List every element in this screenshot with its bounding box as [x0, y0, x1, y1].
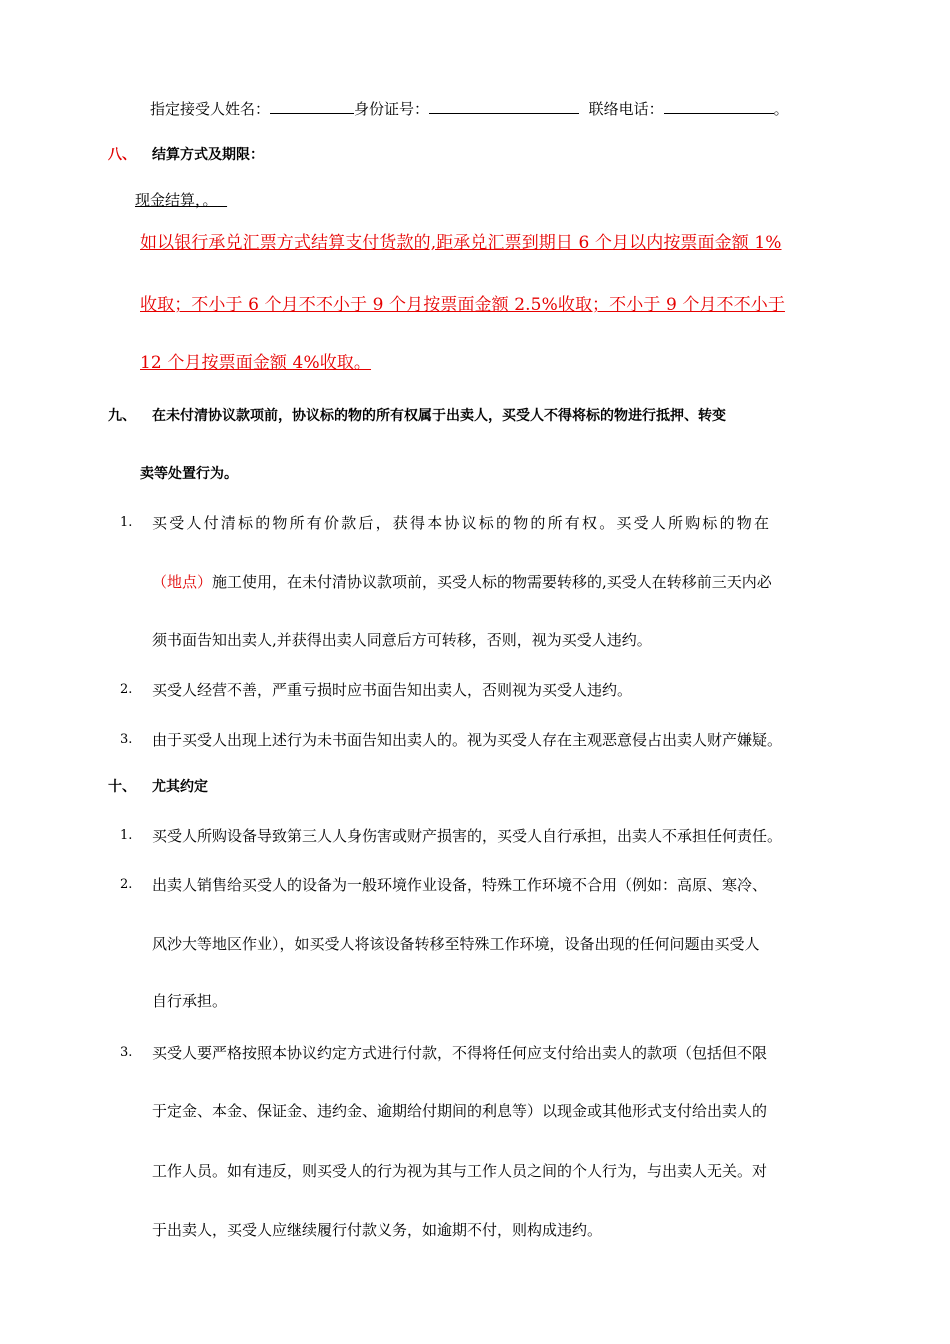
section9-number: 九、 [108, 408, 136, 424]
section9-item1-line1: 买受人付清标的物所有价款后，获得本协议标的物的所有权。买受人所购标的物在 [152, 514, 772, 532]
receiver-id-label: 身份证号： [354, 100, 430, 118]
receiver-name-blank [270, 99, 354, 114]
receiver-id-blank [429, 99, 579, 114]
section10-item3-line4: 于出卖人，买受人应继续履行付款义务，如逾期不付，则构成违约。 [152, 1221, 603, 1239]
section10-item3-line1: 买受人要严格按照本协议约定方式进行付款，不得将任何应支付给出卖人的款项（包括但不限 [152, 1044, 768, 1062]
section9-item2-number: 2. [120, 682, 133, 697]
section9-line-2: 卖等处置行为。 [140, 466, 238, 482]
section10-item3-number: 3. [120, 1045, 133, 1060]
section8-number: 八、 [108, 147, 136, 163]
section9-item3-number: 3. [120, 732, 133, 747]
section10-item3-line3: 工作人员。如有违反，则买受人的行为视为其与工作人员之间的个人行为，与出卖人无关。对 [152, 1162, 768, 1180]
section10-item3-line2: 于定金、本金、保证金、违约金、逾期给付期间的利息等）以现金或其他形式支付给出卖人的 [152, 1102, 768, 1120]
section8-red-line-1: 如以银行承兑汇票方式结算支付货款的,距承兑汇票到期日 6 个月以内按票面金额 1% [140, 233, 782, 253]
section10-item1-number: 1. [120, 828, 133, 843]
section9-line-1: 在未付清协议款项前，协议标的物的所有权属于出卖人，买受人不得将标的物进行抵押、转变 [152, 408, 726, 424]
section10-item2-number: 2. [120, 877, 133, 892]
section9-item2-text: 买受人经营不善，严重亏损时应书面告知出卖人，否则视为买受人违约。 [152, 681, 633, 699]
section8-red-line-3: 12 个月按票面金额 4%收取。 [140, 353, 372, 373]
section10-title: 尤其约定 [152, 779, 208, 795]
section10-item2-line1: 出卖人销售给买受人的设备为一般环境作业设备，特殊工作环境不合用（例如：高原、寒冷、 [152, 876, 768, 894]
section8-red-line-2: 收取；不小于 6 个月不不小于 9 个月按票面金额 2.5%收取；不小于 9 个月不不小于 [140, 295, 785, 315]
section9-item1-line3: 须书面告知出卖人,并获得出卖人同意后方可转移，否则，视为买受人违约。 [152, 631, 652, 649]
section9-item1-line2: （地点）施工使用，在未付清协议款项前，买受人标的物需要转移的,买受人在转移前三天内必 [152, 573, 772, 591]
receiver-phone-blank [664, 99, 774, 114]
section8-cash: 现金结算，。 [135, 191, 218, 209]
receiver-phone-label: 联络电话： [588, 100, 664, 118]
section9-item1-number: 1. [120, 515, 133, 530]
location-placeholder: （地点） [152, 573, 213, 591]
section9-item3-text: 由于买受人出现上述行为未书面告知出卖人的。视为买受人存在主观恶意侵占出卖人财产嫌疑。 [152, 731, 783, 749]
section10-item2-line2: 风沙大等地区作业），如买受人将该设备转移至特殊工作环境，设备出现的任何问题由买受人 [152, 935, 760, 953]
section10-item1-line1: 买受人所购设备导致第三人人身伤害或财产损害的，买受人自行承担，出卖人不承担任何责任。 [152, 827, 783, 845]
receiver-name-label: 指定接受人姓名： [150, 100, 271, 118]
section10-number: 十、 [108, 779, 136, 795]
receiver-end: 。 [773, 100, 789, 118]
receiver-line [150, 99, 789, 119]
section10-item2-line3: 自行承担。 [152, 992, 228, 1010]
section8-title: 结算方式及期限： [152, 147, 264, 163]
